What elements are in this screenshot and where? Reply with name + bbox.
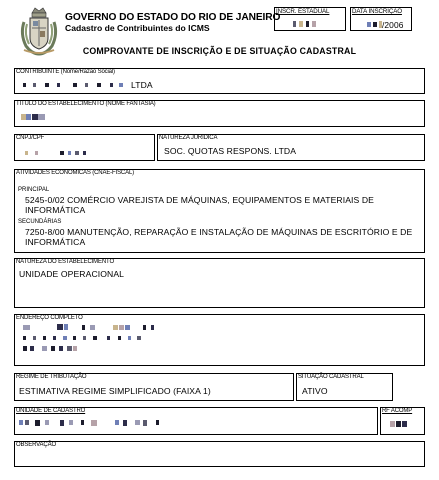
obscured-value (137, 336, 141, 340)
observacao-label: OBSERVAÇÃO (16, 442, 56, 448)
obscured-value (51, 346, 55, 351)
natureza-estab-value: UNIDADE OPERACIONAL (19, 269, 125, 279)
principal-label: PRINCIPAL (18, 187, 50, 193)
document-title: COMPROVANTE DE INSCRIÇÃO E DE SITUAÇÃO CADASTRAL (82, 46, 357, 56)
obscured-value (23, 325, 30, 330)
secundarias-label: SECUNDÁRIAS (18, 219, 62, 225)
obscured-value (390, 421, 395, 427)
obscured-value (33, 336, 36, 340)
obscured-value (69, 420, 73, 425)
obscured-value (85, 83, 88, 87)
situacao-label: SITUAÇÃO CADASTRAL (298, 374, 364, 380)
inscr-estadual-box (274, 7, 346, 31)
data-inscricao-label: DATA INSCRIÇÃO (352, 8, 402, 15)
obscured-value (68, 151, 71, 155)
obscured-value (123, 420, 127, 426)
atividades-economicas-box (14, 169, 425, 253)
contribuinte-label: CONTRIBUINTE (Nome/Razão Social) (16, 69, 115, 75)
obscured-value (57, 324, 63, 330)
secundarias-value: 7250-8/00 MANUTENÇÃO, REPARAÇÃO E INSTALAÇÃO DE MÁQUINAS DE ESCRITÓRIO E DE INFORMÁTICA (25, 227, 413, 247)
obscured-value (110, 83, 113, 87)
obscured-value (59, 346, 63, 351)
obscured-value (128, 336, 131, 340)
rf-acomp-box (380, 407, 425, 435)
obscured-value (42, 346, 47, 351)
data-inscricao-box (350, 7, 412, 31)
observacao-box (14, 441, 425, 467)
obscured-value (125, 325, 130, 330)
obscured-value (73, 336, 76, 340)
situacao-cadastral-box (296, 373, 393, 401)
obscured-value (25, 151, 28, 155)
obscured-value (81, 420, 84, 425)
contribuinte-value-suffix: LTDA (131, 80, 153, 90)
obscured-value (67, 346, 72, 351)
obscured-value (19, 420, 23, 425)
obscured-value (118, 336, 121, 340)
obscured-value (119, 325, 124, 330)
unidade-cadastro-box (14, 407, 378, 435)
regime-tributacao-box (14, 373, 294, 401)
obscured-value (373, 22, 377, 27)
obscured-value (60, 151, 64, 155)
obscured-value (53, 336, 56, 340)
obscured-value (23, 83, 26, 87)
atividades-label: ATIVIDADES ECONOMICAS (CNAE-FISCAL) (16, 170, 134, 176)
obscured-value (306, 21, 309, 27)
obscured-value (25, 420, 29, 425)
obscured-value (45, 420, 49, 425)
header-subtitle: Cadastro de Contribuintes do ICMS (65, 23, 210, 33)
obscured-value (33, 83, 36, 87)
obscured-value (90, 325, 95, 330)
obscured-value (402, 421, 407, 427)
obscured-value (23, 336, 26, 340)
obscured-value (107, 336, 110, 340)
obscured-value (299, 21, 303, 27)
obscured-value (97, 83, 101, 87)
obscured-value (83, 151, 86, 155)
natureza-juridica-label: NATUREZA JURIDICA (159, 135, 218, 141)
obscured-value (35, 151, 38, 155)
obscured-value (83, 336, 86, 340)
principal-value: 5245-0/02 COMÉRCIO VAREJISTA DE MÁQUINAS, EQUIPAMENTOS E MATERIAIS DE INFORMÁTICA (25, 195, 374, 215)
obscured-value (135, 420, 140, 425)
cnpj-box (14, 134, 155, 161)
obscured-value (156, 420, 159, 425)
endereco-box (14, 314, 425, 366)
obscured-value (23, 346, 27, 351)
obscured-value (73, 83, 77, 87)
obscured-value (43, 336, 46, 340)
obscured-value (45, 83, 49, 87)
obscured-value (38, 114, 45, 120)
obscured-value (63, 336, 67, 340)
rf-acomp-label: RF ACOMP (382, 408, 413, 414)
inscr-estadual-label: INSCR. ESTADUAL (276, 8, 330, 15)
situacao-value: ATIVO (302, 386, 328, 396)
header-title: GOVERNO DO ESTADO DO RIO DE JANEIRO (65, 12, 281, 23)
obscured-value (115, 420, 119, 425)
natureza-juridica-value: SOC. QUOTAS RESPONS. LTDA (164, 146, 297, 156)
obscured-value (35, 420, 40, 426)
natureza-estabelecimento-box (14, 258, 425, 308)
regime-value: ESTIMATIVA REGIME SIMPLIFICADO (FAIXA 1) (19, 386, 211, 396)
contribuinte-box (14, 68, 425, 94)
natureza-estab-label: NATUREZA DO ESTABELECIMENTO (16, 259, 114, 265)
obscured-value (367, 22, 371, 27)
obscured-value (396, 421, 401, 427)
obscured-value (91, 420, 97, 426)
data-inscricao-year: /2006 (382, 20, 404, 30)
obscured-value (26, 114, 31, 120)
obscured-value (119, 83, 123, 87)
unidade-label: UNIDADE DE CADASTRO (16, 408, 86, 414)
regime-label: REGIME DE TRIBUTAÇÃO (16, 374, 87, 380)
obscured-value (143, 420, 147, 426)
titulo-label: TITULO DO ESTABELECIMENTO (NOME FANTASIA) (16, 101, 156, 107)
obscured-value (73, 346, 77, 351)
obscured-value (75, 151, 79, 155)
obscured-value (30, 346, 34, 351)
titulo-estabelecimento-box (14, 100, 425, 127)
obscured-value (293, 21, 296, 27)
obscured-value (93, 336, 97, 340)
cnpj-label: CNPJ/CPF (16, 135, 45, 141)
obscured-value (57, 83, 60, 87)
obscured-value (151, 325, 154, 330)
obscured-value (60, 420, 64, 426)
obscured-value (113, 325, 118, 330)
obscured-value (312, 21, 316, 27)
obscured-value (82, 325, 85, 330)
natureza-juridica-box (157, 134, 425, 161)
endereco-label: ENDEREÇO COMPLETO (16, 315, 83, 321)
obscured-value (143, 325, 146, 330)
obscured-value (64, 324, 68, 330)
